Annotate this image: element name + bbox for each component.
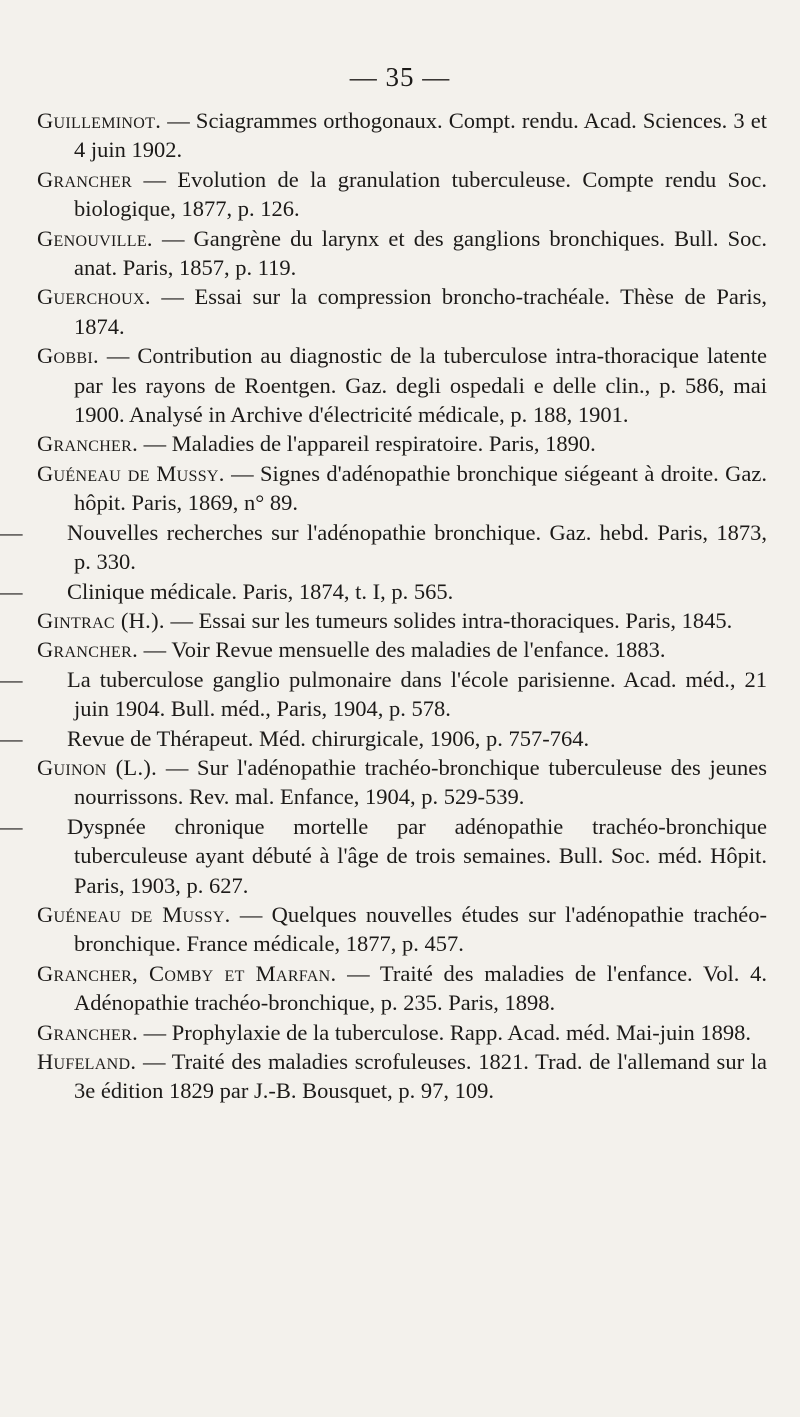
bibliography-entry [0,812,767,900]
entry-text: — Voir Revue mensuelle des maladies de l'enfance. 1883. [138,637,666,663]
bibliography-entry [37,282,767,341]
entry-text: — Essai sur la compression broncho-trachéale. Thèse de Paris, 1874. [74,284,767,339]
entry-text: — Prophylaxie de la tuberculose. Rapp. Acad. méd. Mai-juin 1898. [138,1019,752,1045]
entry-author: Hufeland. [37,1049,137,1074]
bibliography-entry [37,224,767,283]
bibliography-entry [37,900,767,959]
entry-author: Grancher. [37,1019,139,1045]
entry-text: Dyspnée chronique mortelle par adénopathie trachéo-bronchique tuberculeuse ayant débuté à l'âge de trois semaines. Bull. Soc. méd. Hôpit. Paris, 1903, p. 627. [67,813,767,898]
entry-text: — Quelques nouvelles études sur l'adénopathie trachéo-bronchique. France médicale, 1877, p. 457. [74,901,768,957]
entry-author: Grancher. [37,431,139,457]
bibliography-entry [0,577,767,606]
entry-text: Nouvelles recherches sur l'adénopathie bronchique. Gaz. hebd. Paris, 1873, p. 330. [67,519,767,575]
bibliography-list [0,106,768,1106]
entry-text: — Traité des maladies de l'enfance. Vol. 4. Adénopathie trachéo-bronchique, p. 235. Paris, 1898. [74,960,768,1016]
bibliography-entry [37,459,767,518]
entry-dash: — [0,666,23,692]
entry-dash: — [0,519,23,545]
entry-text: — Gangrène du larynx et des ganglions bronchiques. Bull. Soc. anat. Paris, 1857, p. 119. [74,225,767,281]
bibliography-entry [37,635,767,664]
entry-dash: — [0,725,23,751]
bibliography-entry [0,665,767,724]
bibliography-entry [37,606,767,635]
entry-text: La tuberculose ganglio pulmonaire dans l'école parisienne. Acad. méd., 21 juin 1904. Bull. méd., Paris, 1904, p. 578. [67,666,767,722]
entry-text: — Sciagrammes orthogonaux. Compt. rendu. Acad. Sciences. 3 et 4 juin 1902. [74,108,767,163]
entry-text: Clinique médicale. Paris, 1874, t. I, p. 565. [67,578,454,604]
entry-text: — Evolution de la granulation tuberculeuse. Compte rendu Soc. biologique, 1877, p. 126. [74,166,767,222]
bibliography-entry [37,106,767,165]
bibliography-entry [37,341,767,429]
bibliography-entry [0,518,767,577]
bibliography-entry [0,724,767,753]
entry-author: Guéneau de Mussy. [37,460,225,486]
entry-dash: — [0,578,23,604]
entry-text: Revue de Thérapeut. Méd. chirurgicale, 1906, p. 757-764. [67,725,590,751]
entry-text: — Contribution au diagnostic de la tuberculose intra-thoracique latente par les rayons de Roentgen. Gaz. degli ospedali e delle clin., p. 586, mai 1900. Analysé in Archive d'électricité médicale, p. 188, 1901. [74,343,767,428]
entry-text: — Essai sur les tumeurs solides intra-thoraciques. Paris, 1845. [164,607,733,633]
bibliography-entry [37,165,767,224]
entry-author: Guinon (L.). [37,754,158,780]
entry-author: Genouville. [37,225,153,251]
page-number: — 35 — [349,62,451,92]
entry-text: — Sur l'adénopathie trachéo-bronchique tuberculeuse des jeunes nourrissons. Rev. mal. Enfance, 1904, p. 529-539. [74,754,767,810]
entry-author: Guilleminot. [37,108,162,133]
entry-author: Gintrac (H.). [37,607,165,633]
bibliography-entry [37,753,767,812]
entry-author: Gobbi. [37,343,99,369]
entry-text: — Signes d'adénopathie bronchique siégeant à droite. Gaz. hôpit. Paris, 1869, n° 89. [74,460,768,516]
bibliography-entry [37,1047,767,1106]
entry-author: Grancher. [37,637,139,663]
entry-text: — Traité des maladies scrofuleuses. 1821. Trad. de l'allemand sur la 3e édition 1829 par J.-B. Bousquet, p. 97, 109. [74,1049,767,1104]
entry-author: Guéneau de Mussy. [37,901,231,927]
entry-author: Grancher, Comby et Marfan. [37,960,337,986]
bibliography-entry [37,959,767,1018]
entry-author: Grancher [37,166,133,192]
bibliography-entry [37,429,767,458]
bibliography-entry [37,1018,767,1047]
entry-text: — Maladies de l'appareil respiratoire. Paris, 1890. [138,431,596,457]
entry-author: Guerchoux. [37,284,151,310]
entry-dash: — [0,813,23,839]
